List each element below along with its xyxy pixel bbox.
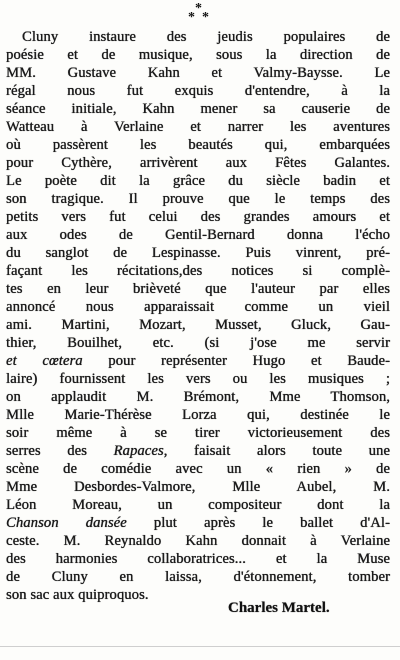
article-line-26: Mme Desbordes-Valmore, Mlle Aubel, M. [6,479,390,495]
article-line-11: petits vers fut celui des grandes amours et [6,209,390,225]
article-line-23: soir même à se tirer victorieusement des [6,425,390,441]
article-line-27: Léon Moreau, un compositeur dont la [6,497,390,513]
article-line-2: poésie et de musique, sous la direction de [6,47,390,63]
article-line-18: thier, Bouilhet, etc. (si j'ose me servir [6,335,390,351]
article-line-6: Watteau à Verlaine et narrer les aventures [6,119,390,135]
article-line-13: du sanglot de Lespinasse. Puis vinrent, pré- [6,245,390,261]
article-line-19: et cœtera pour représenter Hugo et Baude- [6,353,390,369]
article-line-22: Mlle Marie-Thérèse Lorza qui, destinée le [6,407,390,423]
article-line-5: séance initiale, Kahn mener sa causerie de [6,101,390,117]
asterism-ornament: * * * [188,1,209,25]
article-line-8: pour Cythère, arrivèrent aux Fêtes Galantes. [6,155,390,171]
print-bleed-strip [0,640,400,660]
article-line-31: de Cluny en laissa, d'étonnement, tomber [6,569,390,585]
article-line-21: on applaudit M. Brémont, Mme Thomson, [6,389,390,405]
article-line-4: régal nous fut exquis d'entendre, à la [6,83,390,99]
article-line-10: son tragique. Il prouve que le temps des [6,191,390,207]
article-line-14: façant les récitations,des notices si complè- [6,263,390,279]
article-line-7: où passèrent les beautés qui, embarquées [6,137,390,153]
article-line-28: Chanson dansée plut après le ballet d'Al- [6,515,390,531]
article-line-15: tes en leur brièveté que l'auteur par elles [6,281,390,297]
article-line-16: annoncé nous apparaissait comme un vieil [6,299,390,315]
article-line-17: ami. Martini, Mozart, Musset, Gluck, Gau- [6,317,390,333]
article-line-30: des harmonies collaboratrices... et la Muse [6,551,390,567]
article-line-29: ceste. M. Reynaldo Kahn donnait à Verlaine [6,533,390,549]
article-line-1: Cluny instaure des jeudis populaires de [22,29,390,45]
divider-rule [0,646,400,647]
article-line-3: MM. Gustave Kahn et Valmy-Baysse. Le [6,65,390,81]
article-column [6,0,390,660]
article-line-24: serres des Rapaces, faisait alors toute une [6,443,390,459]
article-line-12: aux odes de Gentil-Bernard donna l'écho [6,227,390,243]
article-line-20: laire) fournissent les vers ou les musiques ; [6,371,390,387]
article-line-9: Le poète dit la grâce du siècle badin et [6,173,390,189]
article-signature: Charles Martel. [228,600,330,616]
article-line-32: son sac aux quiproquos. [6,587,149,603]
article-line-25: scène de comédie avec un « rien » de [6,461,390,477]
